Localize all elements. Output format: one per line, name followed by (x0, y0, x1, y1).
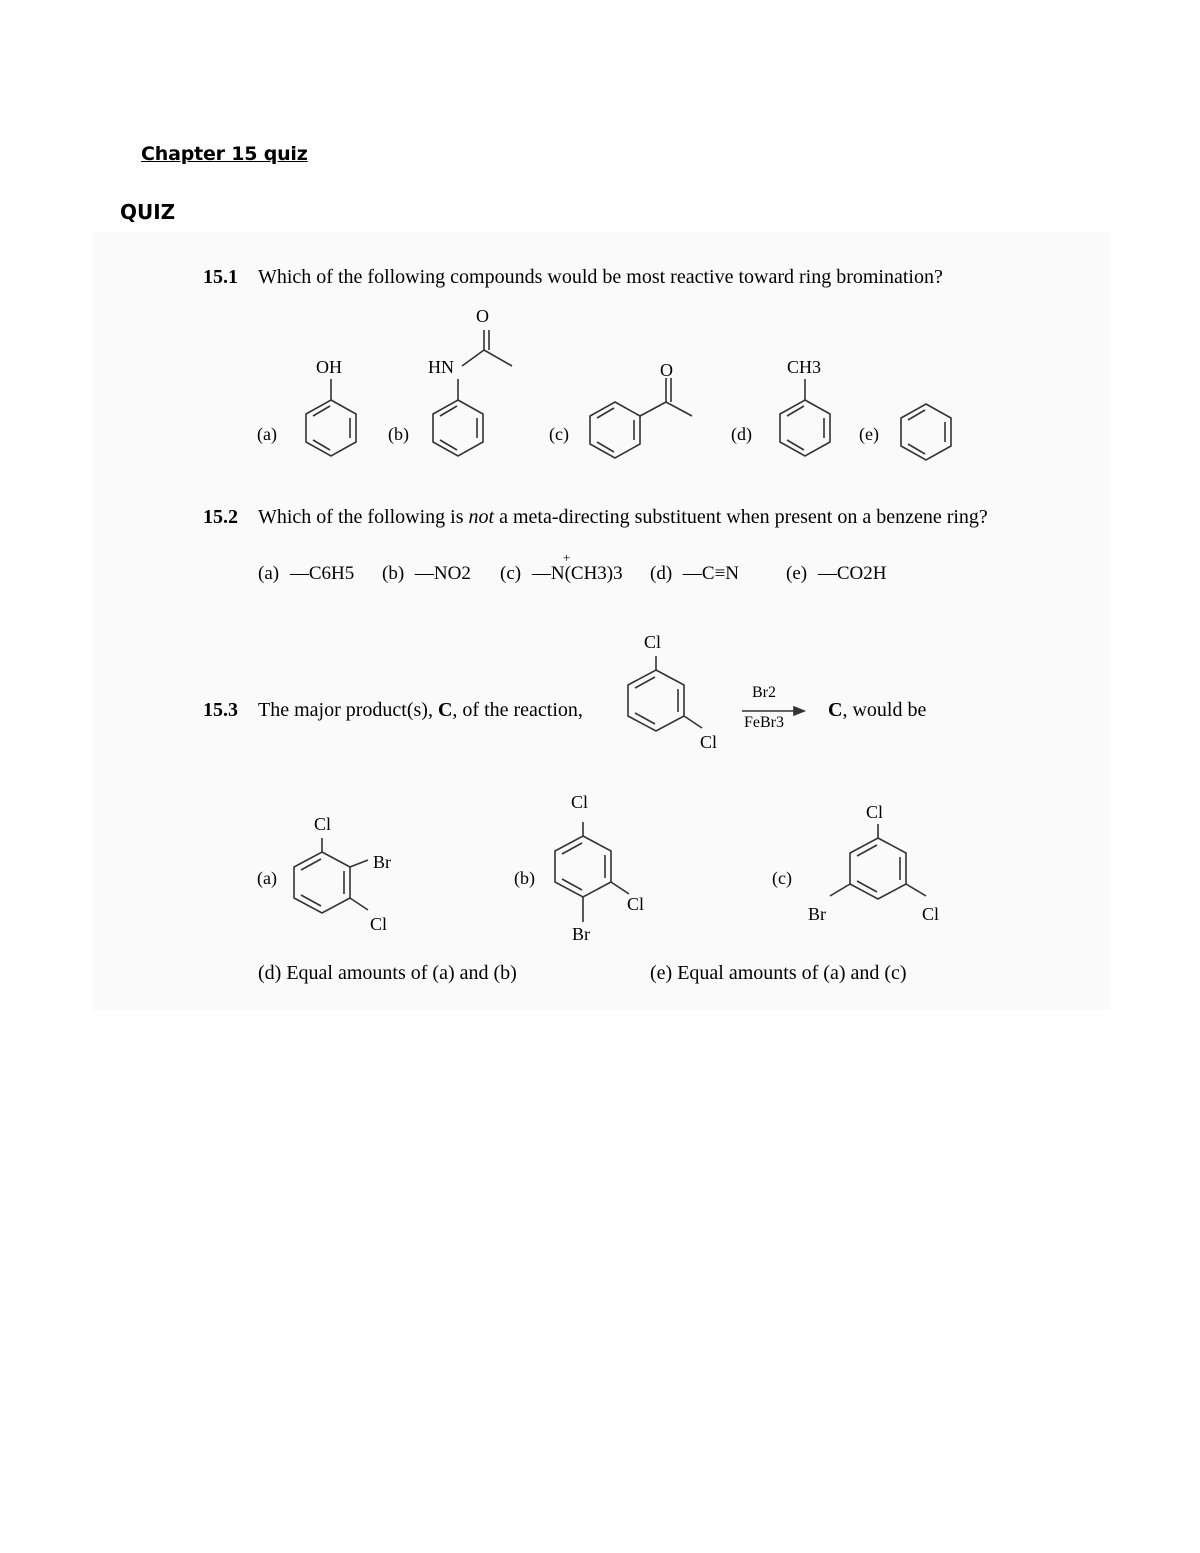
question-text: Which of the following is not a meta-directing substituent when present on a benzene ring? (258, 506, 988, 528)
substituent-options (786, 563, 886, 585)
question-number: 15.2 (203, 506, 238, 528)
charge-label: + (563, 550, 571, 565)
option-label: (a) (257, 868, 277, 888)
question-number: 15.1 (203, 266, 238, 288)
reagent-label: FeBr3 (744, 714, 784, 731)
carbonyl-oxygen-label: O (476, 306, 489, 326)
substituent-label: Br (808, 904, 826, 924)
question-text: Which of the following compounds would be most reactive toward ring bromination? (258, 266, 943, 288)
substituent-label: OH (316, 357, 342, 377)
substituent-label: Cl (571, 792, 589, 812)
option-label: (a) (257, 424, 277, 444)
option-value: —C6H5 (289, 563, 355, 584)
option-value: —NO2 (414, 563, 471, 584)
reagent-label: Br2 (752, 684, 776, 701)
substituent-options (382, 563, 471, 585)
substituent-label: Cl (644, 632, 662, 652)
option-label: (d) (731, 424, 752, 444)
option-label: (b) (388, 424, 409, 444)
option-value: —N(CH3)3 (531, 563, 623, 584)
page-title: Chapter 15 quiz (141, 143, 308, 165)
acetophenone-structure-icon (588, 402, 708, 466)
option-label: (e) (859, 424, 879, 444)
option-label: (c) (772, 868, 792, 888)
question-text: The major product(s), C, of the reaction, (258, 699, 583, 721)
option-d-text: (d) Equal amounts of (a) and (b) (258, 962, 517, 984)
benzene-structure-icon (896, 404, 956, 466)
option-label: (b) (514, 868, 535, 888)
substituent-options (650, 563, 739, 585)
option-e-text: (e) Equal amounts of (a) and (c) (650, 962, 907, 984)
substituent-label: Cl (866, 802, 884, 822)
phenol-structure-icon (298, 392, 358, 464)
option-label: (c) (549, 424, 569, 444)
substituent-options (258, 563, 354, 585)
option-label: (b) (382, 563, 405, 584)
option-value: —C≡N (682, 563, 740, 584)
substituent-label: Cl (314, 814, 332, 834)
product-text: C, would be (828, 699, 927, 721)
section-heading: QUIZ (120, 200, 176, 224)
substituent-label: HN (428, 357, 454, 377)
substituent-options (500, 563, 623, 585)
option-label: (c) (500, 563, 522, 584)
substituent-label: Br (373, 852, 391, 872)
carbonyl-oxygen-label: O (660, 360, 673, 380)
option-value: —CO2H (817, 563, 887, 584)
substituent-label: CH3 (787, 357, 822, 377)
substituent-label: Cl (370, 914, 388, 934)
toluene-structure-icon (772, 392, 832, 464)
option-label: (e) (786, 563, 808, 584)
substituent-label: Br (572, 924, 590, 944)
substituent-label: Cl (627, 894, 645, 914)
acetanilide-structure-icon (430, 392, 490, 464)
product-a-structure-icon (290, 852, 370, 932)
substituent-label: Cl (922, 904, 940, 924)
substituent-label: Cl (700, 732, 718, 752)
option-label: (a) (258, 563, 280, 584)
option-label: (d) (650, 563, 673, 584)
question-number: 15.3 (203, 699, 238, 721)
